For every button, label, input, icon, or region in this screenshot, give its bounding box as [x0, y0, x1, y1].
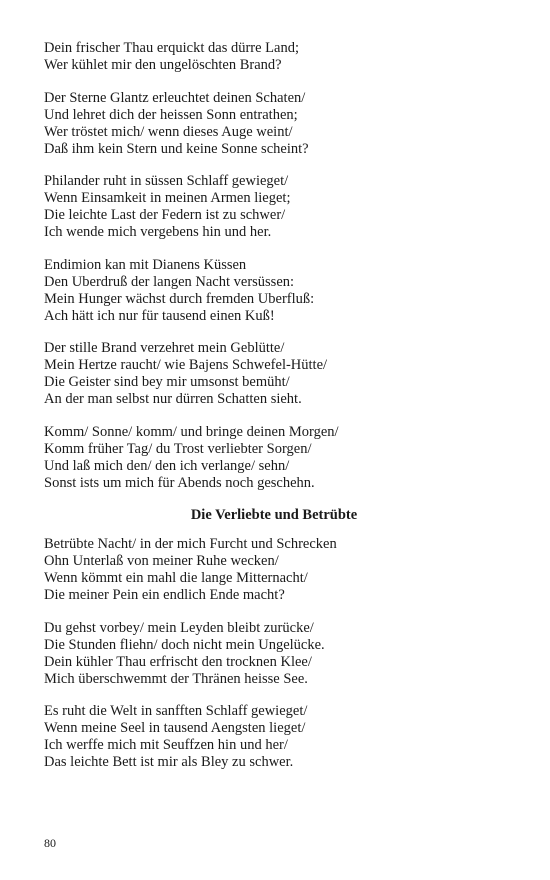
verse-line: Und laß mich den/ den ich verlange/ sehn/	[44, 457, 290, 474]
verse-line: Mein Hertze raucht/ wie Bajens Schwefel-Hütte/	[44, 357, 328, 373]
verse-line: Daß ihm kein Stern und keine Sonne scheint?	[44, 140, 309, 157]
verse-line: Mein Hunger wächst durch fremden Uberfluß:	[44, 290, 315, 307]
stanza	[44, 620, 514, 688]
verse-line: Betrübte Nacht/ in der mich Furcht und Schrecken	[44, 536, 337, 552]
verse-line: Der stille Brand verzehret mein Geblütte/	[44, 340, 285, 356]
book-page	[44, 40, 514, 787]
verse-line: Wer tröstet mich/ wenn dieses Auge weint/	[44, 123, 293, 140]
stanza	[44, 40, 514, 74]
verse-line: Sonst ists um mich für Abends noch geschehn.	[44, 474, 315, 491]
verse-line: Philander ruht in süssen Schlaff gewieget/	[44, 173, 289, 189]
verse-line: Die leichte Last der Federn ist zu schwer/	[44, 207, 286, 223]
page-number: 80	[44, 836, 56, 850]
verse-line: Ich wende mich vergebens hin und her.	[44, 224, 272, 240]
verse-line: Dein kühler Thau erfrischt den trocknen Klee/	[44, 653, 312, 670]
verse-line: Die meiner Pein ein endlich Ende macht?	[44, 587, 285, 603]
verse-line: Wenn meine Seel in tausend Aengsten lieget/	[44, 720, 306, 736]
stanza	[44, 536, 514, 604]
verse-line: Den Uberdruß der langen Nacht versüssen:	[44, 273, 295, 290]
stanza	[44, 257, 514, 325]
verse-line: Dein frischer Thau erquickt das dürre Land;	[44, 40, 299, 56]
verse-line: Der Sterne Glantz erleuchtet deinen Schaten/	[44, 89, 306, 106]
stanza	[44, 703, 514, 771]
stanza	[44, 173, 514, 241]
verse-line: Du gehst vorbey/ mein Leyden bleibt zurücke/	[44, 619, 314, 636]
poem-one	[44, 40, 514, 492]
stanza	[44, 90, 514, 158]
verse-line: Komm/ Sonne/ komm/ und bringe deinen Morgen/	[44, 423, 339, 440]
verse-line: Das leichte Bett ist mir als Bley zu schwer.	[44, 754, 294, 770]
stanza	[44, 340, 514, 408]
verse-line: Ach hätt ich nur für tausend einen Kuß!	[44, 307, 275, 324]
verse-line: An der man selbst nur dürren Schatten sieht.	[44, 391, 302, 407]
verse-line: Mich überschwemmt der Thränen heisse See.	[44, 670, 308, 687]
verse-line: Ohn Unterlaß von meiner Ruhe wecken/	[44, 553, 279, 569]
verse-line: Wenn Einsamkeit in meinen Armen lieget;	[44, 190, 291, 206]
stanza	[44, 424, 514, 492]
poem-title: Die Verliebte und Betrübte	[190, 507, 358, 523]
verse-line: Wenn kömmt ein mahl die lange Mitternacht/	[44, 570, 308, 586]
verse-line: Es ruht die Welt in sanfften Schlaff gewieget/	[44, 703, 308, 719]
verse-line: Endimion kan mit Dianens Küssen	[44, 256, 247, 273]
verse-line: Komm früher Tag/ du Trost verliebter Sorgen/	[44, 440, 312, 457]
poem-two	[44, 536, 514, 771]
verse-line: Und lehret dich der heissen Sonn entrathen;	[44, 106, 298, 123]
verse-line: Die Geister sind bey mir umsonst bemüht/	[44, 374, 290, 390]
verse-line: Die Stunden fliehn/ doch nicht mein Ungelücke.	[44, 636, 325, 653]
verse-line: Wer kühlet mir den ungelöschten Brand?	[44, 57, 282, 73]
verse-line: Ich werffe mich mit Seuffzen hin und her/	[44, 737, 288, 753]
